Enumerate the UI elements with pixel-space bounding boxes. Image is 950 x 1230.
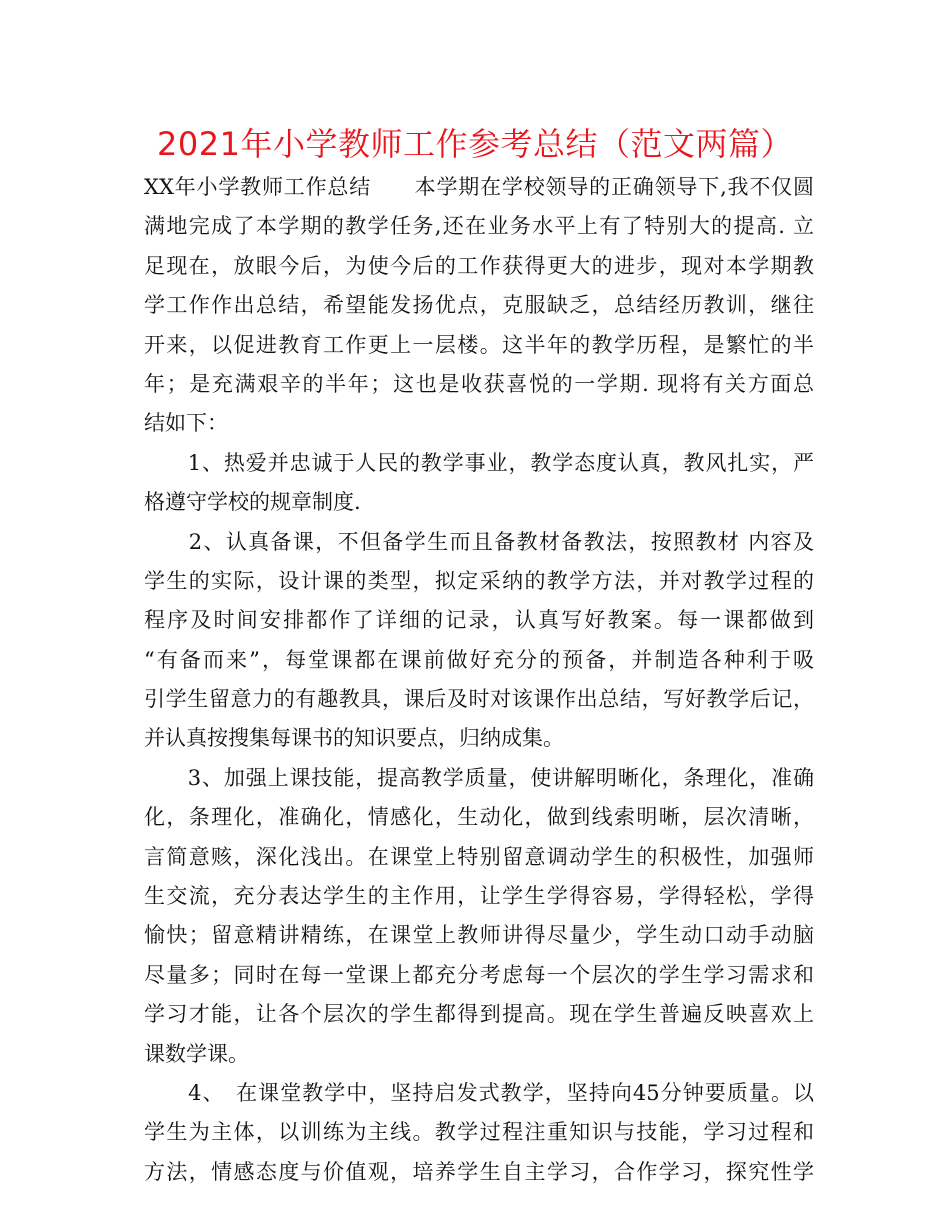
text-line: 格遵守学校的规章制度.: [144, 490, 361, 515]
document-body: [144, 168, 814, 1192]
text-line: 2、认真备课，不但备学生而且备教材备教法，按照教材 内容及: [144, 529, 814, 554]
text-line: 尽量多；同时在每一堂课上都充分考虑每一个层次的学生学习需求和: [144, 962, 814, 987]
text-line: 化，条理化，准确化，情感化，生动化，做到线索明晰，层次清晰，: [144, 805, 814, 830]
text-line: 学习才能，让各个层次的学生都得到提高。现在学生普遍反映喜欢上: [144, 1002, 814, 1027]
text-line: 3、加强上课技能，提高教学质量，使讲解明晰化，条理化，准确: [144, 765, 814, 790]
text-line: 课数学课。: [144, 1041, 249, 1066]
text-line: 4、 在课堂教学中，坚持启发式教学，坚持向45分钟要质量。以: [144, 1080, 814, 1105]
text-line: 学生为主体，以训练为主线。教学过程注重知识与技能，学习过程和: [144, 1120, 814, 1145]
text-line: 引学生留意力的有趣教具，课后及时对该课作出总结，写好教学后记，: [144, 687, 814, 712]
text-line: 年；是充满艰辛的半年；这也是收获喜悦的一学期. 现将有关方面总: [144, 371, 814, 396]
text-line: 1、热爱并忠诚于人民的教学事业，教学态度认真，教风扎实，严: [144, 450, 814, 475]
text-line: 学工作作出总结，希望能发扬优点，克服缺乏，总结经历教训，继往: [144, 293, 814, 318]
text-line: 方法，情感态度与价值观，培养学生自主学习，合作学习，探究性学: [144, 1159, 814, 1184]
text-line: 开来，以促进教育工作更上一层楼。这半年的教学历程，是繁忙的半: [144, 332, 814, 357]
text-line: 学生的实际，设计课的类型，拟定采纳的教学方法，并对教学过程的: [144, 568, 814, 593]
text-line: 生交流，充分表达学生的主作用，让学生学得容易，学得轻松，学得: [144, 884, 814, 909]
text-line: “有备而来”，每堂课都在课前做好充分的预备，并制造各种利于吸: [144, 647, 814, 672]
text-line: 满地完成了本学期的教学任务,还在业务水平上有了特别大的提高. 立: [144, 214, 814, 239]
document-title: 2021年小学教师工作参考总结（范文两篇）: [157, 125, 793, 163]
text-line: XX年小学教师工作总结 本学期在学校领导的正确领导下,我不仅圆: [144, 175, 814, 199]
text-line: 并认真按搜集每课书的知识要点，归纳成集。: [144, 726, 564, 751]
text-line: 足现在，放眼今后，为使今后的工作获得更大的进步，现对本学期教: [144, 253, 814, 278]
text-line: 言简意赅，深化浅出。在课堂上特别留意调动学生的积极性，加强师: [144, 844, 814, 869]
text-line: 愉快；留意精讲精练，在课堂上教师讲得尽量少，学生动口动手动脑: [144, 923, 814, 948]
text-line: 程序及时间安排都作了详细的记录，认真写好教案。每一课都做到: [144, 608, 814, 633]
text-line: 结如下：: [144, 411, 228, 436]
